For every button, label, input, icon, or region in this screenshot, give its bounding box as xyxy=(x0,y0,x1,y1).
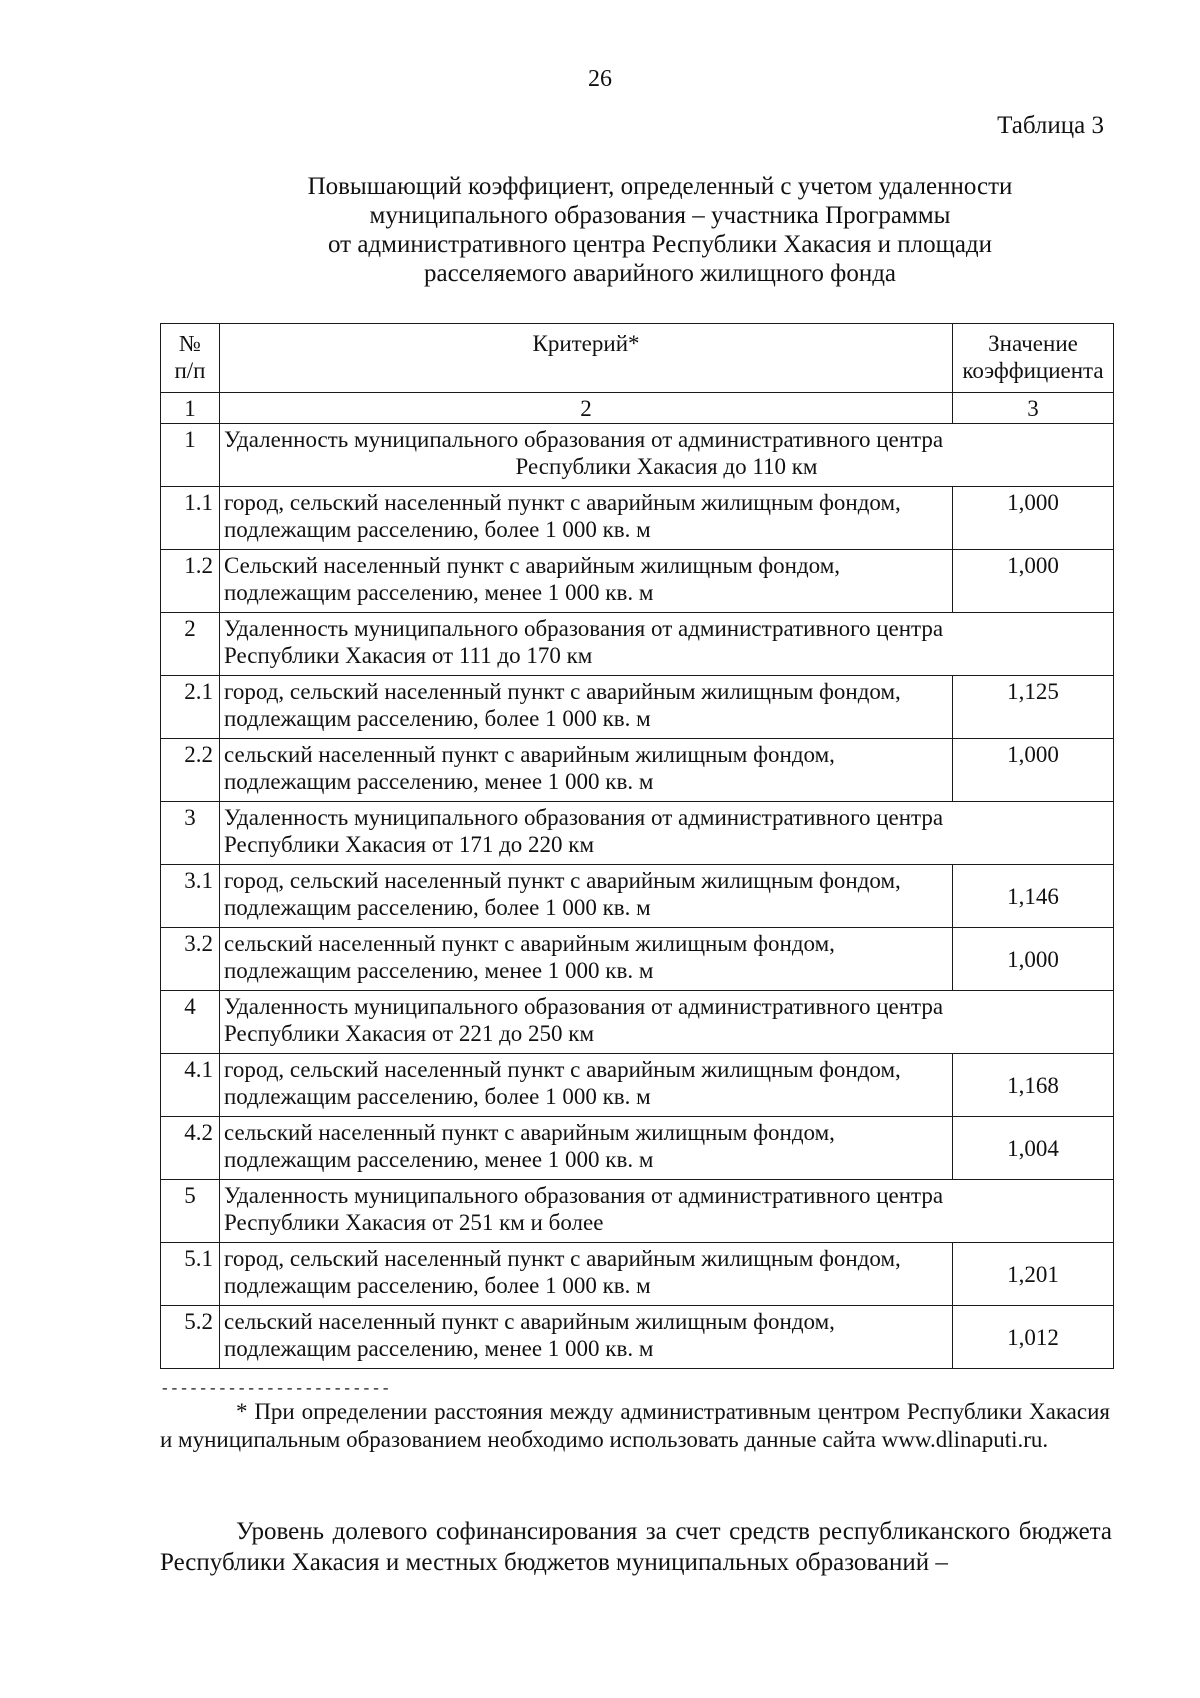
row-criterion xyxy=(220,1054,953,1117)
table-row xyxy=(161,739,1114,802)
row-number: 1.2 xyxy=(161,550,220,613)
criterion-line: Удаленность муниципального образования от административного центра xyxy=(224,994,944,1019)
criterion-line: сельский населенный пункт с аварийным жилищным фондом, xyxy=(224,1309,835,1334)
row-criterion xyxy=(220,676,953,739)
row-criterion xyxy=(220,865,953,928)
criterion-line: город, сельский населенный пункт с аварийным жилищным фондом, xyxy=(224,679,901,704)
row-criterion xyxy=(220,991,1114,1054)
column-number-row xyxy=(161,393,1114,424)
criterion-line: Удаленность муниципального образования от административного центра xyxy=(224,805,944,830)
criterion-line: подлежащим расселению, менее 1 000 кв. м xyxy=(224,1336,654,1361)
row-criterion xyxy=(220,613,1114,676)
header-value-line1: Значение xyxy=(988,331,1078,356)
row-number: 2.1 xyxy=(161,676,220,739)
row-criterion xyxy=(220,1180,1114,1243)
criterion-line: подлежащим расселению, менее 1 000 кв. м xyxy=(224,1147,654,1172)
row-value: 1,004 xyxy=(953,1117,1114,1180)
criterion-line: Сельский населенный пункт с аварийным жилищным фондом, xyxy=(224,553,841,578)
criterion-line: сельский населенный пункт с аварийным жилищным фондом, xyxy=(224,742,835,767)
header-value-line2: коэффициента xyxy=(962,358,1104,383)
row-number: 3.1 xyxy=(161,865,220,928)
table-row xyxy=(161,865,1114,928)
criterion-line: Республики Хакасия от 111 до 170 км xyxy=(224,643,593,668)
body-paragraph: Уровень долевого софинансирования за счет средств республиканского бюджета Республики Хакасия и местных бюджетов муниципальных образований – xyxy=(160,1518,1112,1576)
criterion-line: Республики Хакасия до 110 км xyxy=(515,454,818,479)
row-criterion xyxy=(220,739,953,802)
row-criterion xyxy=(220,928,953,991)
row-criterion xyxy=(220,550,953,613)
criterion-line: Республики Хакасия от 171 до 220 км xyxy=(224,832,595,857)
heading-line: муниципального образования – участника Программы xyxy=(369,202,951,229)
table-heading xyxy=(270,172,1050,288)
criterion-line: сельский населенный пункт с аварийным жилищным фондом, xyxy=(224,1120,835,1145)
coefficient-table xyxy=(160,323,1114,1369)
row-number: 2 xyxy=(161,613,220,676)
header-criterion: Критерий* xyxy=(220,324,953,393)
criterion-line: подлежащим расселению, менее 1 000 кв. м xyxy=(224,958,654,983)
heading-line: от административного центра Республики Хакасия и площади xyxy=(327,231,993,258)
criterion-line: подлежащим расселению, более 1 000 кв. м xyxy=(224,895,651,920)
row-number: 1 xyxy=(161,424,220,487)
row-criterion xyxy=(220,802,1114,865)
table-row xyxy=(161,1306,1114,1369)
row-number: 4.1 xyxy=(161,1054,220,1117)
table-row xyxy=(161,550,1114,613)
row-value: 1,000 xyxy=(953,550,1114,613)
heading-line: Повышающий коэффициент, определенный с учетом удаленности xyxy=(307,173,1013,200)
table-row xyxy=(161,1054,1114,1117)
table-row xyxy=(161,487,1114,550)
section-row xyxy=(161,991,1114,1054)
row-number: 3 xyxy=(161,802,220,865)
section-row xyxy=(161,613,1114,676)
section-row xyxy=(161,1180,1114,1243)
row-criterion xyxy=(220,1117,953,1180)
header-number-line2: п/п xyxy=(174,358,206,383)
row-value: 1,125 xyxy=(953,676,1114,739)
row-criterion xyxy=(220,424,1114,487)
column-number: 1 xyxy=(161,393,220,424)
criterion-line: город, сельский населенный пункт с аварийным жилищным фондом, xyxy=(224,490,901,515)
criterion-line: подлежащим расселению, более 1 000 кв. м xyxy=(224,1084,651,1109)
table-row xyxy=(161,1243,1114,1306)
criterion-line: сельский населенный пункт с аварийным жилищным фондом, xyxy=(224,931,835,956)
table-row xyxy=(161,928,1114,991)
criterion-line: подлежащим расселению, более 1 000 кв. м xyxy=(224,1273,651,1298)
row-number: 4 xyxy=(161,991,220,1054)
row-criterion xyxy=(220,1306,953,1369)
criterion-line: подлежащим расселению, более 1 000 кв. м xyxy=(224,706,651,731)
row-number: 1.1 xyxy=(161,487,220,550)
row-number: 5.2 xyxy=(161,1306,220,1369)
row-criterion xyxy=(220,1243,953,1306)
row-value: 1,168 xyxy=(953,1054,1114,1117)
table-row xyxy=(161,1117,1114,1180)
criterion-line: подлежащим расселению, более 1 000 кв. м xyxy=(224,517,651,542)
criterion-line: подлежащим расселению, менее 1 000 кв. м xyxy=(224,580,654,605)
row-number: 2.2 xyxy=(161,739,220,802)
criterion-line: подлежащим расселению, менее 1 000 кв. м xyxy=(224,769,654,794)
criterion-line: Удаленность муниципального образования от административного центра xyxy=(224,1183,944,1208)
row-number: 5.1 xyxy=(161,1243,220,1306)
criterion-line: Республики Хакасия от 251 км и более xyxy=(224,1210,604,1235)
header-number-line1: № xyxy=(179,331,201,356)
criterion-line: Удаленность муниципального образования от административного центра xyxy=(224,427,944,452)
table-header-row xyxy=(161,324,1114,393)
table-caption: Таблица 3 xyxy=(997,112,1104,139)
table-row xyxy=(161,676,1114,739)
row-value: 1,146 xyxy=(953,865,1114,928)
footnote: * При определении расстояния между административным центром Республики Хакасия и муниципальным образованием необходимо использовать данные сайта www.dlinaputi.ru. xyxy=(160,1399,1110,1452)
row-number: 5 xyxy=(161,1180,220,1243)
row-value: 1,012 xyxy=(953,1306,1114,1369)
row-value: 1,000 xyxy=(953,739,1114,802)
section-row xyxy=(161,424,1114,487)
page-number: 26 xyxy=(588,66,612,92)
row-value: 1,201 xyxy=(953,1243,1114,1306)
footnote-separator: ------------------------ xyxy=(160,1380,391,1398)
section-row xyxy=(161,802,1114,865)
row-value: 1,000 xyxy=(953,487,1114,550)
heading-line: расселяемого аварийного жилищного фонда xyxy=(423,260,897,287)
row-number: 4.2 xyxy=(161,1117,220,1180)
row-number: 3.2 xyxy=(161,928,220,991)
criterion-line: город, сельский населенный пункт с аварийным жилищным фондом, xyxy=(224,1057,901,1082)
header-number xyxy=(161,324,220,393)
header-value xyxy=(953,324,1114,393)
row-criterion xyxy=(220,487,953,550)
row-value: 1,000 xyxy=(953,928,1114,991)
column-number: 2 xyxy=(220,393,953,424)
criterion-line: город, сельский населенный пункт с аварийным жилищным фондом, xyxy=(224,868,901,893)
criterion-line: Республики Хакасия от 221 до 250 км xyxy=(224,1021,595,1046)
column-number: 3 xyxy=(953,393,1114,424)
criterion-line: Удаленность муниципального образования от административного центра xyxy=(224,616,944,641)
criterion-line: город, сельский населенный пункт с аварийным жилищным фондом, xyxy=(224,1246,901,1271)
